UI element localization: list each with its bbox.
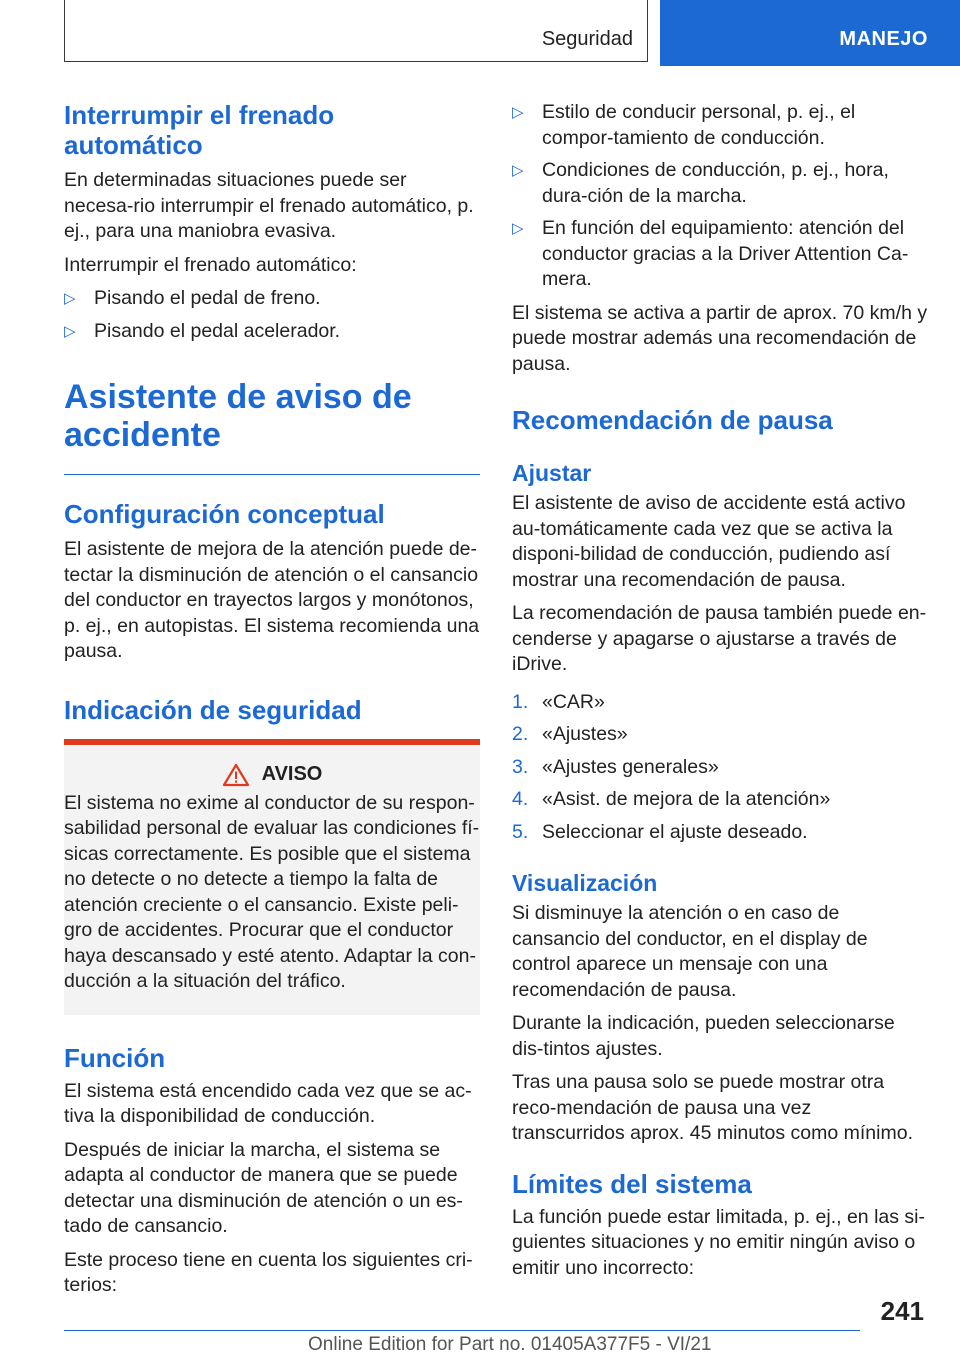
chapter-label: MANEJO <box>839 28 928 50</box>
heading-config: Configuración conceptual <box>64 499 385 529</box>
paragraph: Si disminuye la atención o en caso de cansancio del conductor, en el display de control aparece un mensaje con una recomendación de pausa. <box>512 902 868 1001</box>
paragraph: La función puede estar limitada, p. ej., en las si-guientes situaciones y no emitir ningún aviso o emitir uno incorrecto: <box>512 1205 925 1279</box>
footer-divider <box>64 1330 860 1331</box>
heading-recomendacion: Recomendación de pausa <box>512 405 833 435</box>
paragraph: El asistente de aviso de accidente está activo au-tomáticamente cada vez que se activa la disponi-bilidad de conducción, pudiendo así mostrar una recomendación de pausa. <box>512 492 906 591</box>
warning-triangle-icon <box>222 763 250 787</box>
bullet-list <box>64 286 480 344</box>
list-item: ▷ Condiciones de conducción, p. ej., hora, dura-ción de la marcha. <box>512 159 889 207</box>
right-column <box>512 100 928 1289</box>
heading-asistente: Asistente de aviso de accidente <box>64 378 412 454</box>
list-item: 3. «Ajustes generales» <box>512 755 719 778</box>
triangle-bullet-icon: ▷ <box>512 220 524 237</box>
heading-interrumpir: Interrumpir el frenado automático <box>64 100 335 160</box>
section-tab <box>64 0 648 62</box>
list-item: ▷ En función del equipamiento: atención del conductor gracias a la Driver Attention Ca-mera. <box>512 217 909 290</box>
page-number: 241 <box>880 1296 924 1326</box>
list-item: ▷ Pisando el pedal de freno. <box>64 286 480 312</box>
left-column <box>64 100 480 1307</box>
chapter-tab <box>660 0 960 66</box>
triangle-bullet-icon: ▷ <box>64 322 76 340</box>
paragraph: En determinadas situaciones puede ser necesa-rio interrumpir el frenado automático, p. ej., para una maniobra evasiva. <box>64 169 474 242</box>
triangle-bullet-icon: ▷ <box>64 290 76 307</box>
list-item: 4. «Asist. de mejora de la atención» <box>512 788 831 810</box>
warning-title: AVISO <box>261 763 323 785</box>
criteria-list <box>512 100 928 293</box>
heading-visualizacion: Visualización <box>512 870 658 896</box>
list-item: ▷ Estilo de conducir personal, p. ej., el compor-tamiento de conducción. <box>512 101 856 149</box>
heading-indicacion: Indicación de seguridad <box>64 694 362 725</box>
edition-footer: Online Edition for Part no. 01405A377F5 - VI/21 <box>308 1334 712 1355</box>
paragraph: La recomendación de pausa también puede en-cenderse y apagarse o ajustarse a través de iDrive. <box>512 602 927 675</box>
heading-funcion: Función <box>64 1042 166 1073</box>
warning-box <box>64 739 480 1015</box>
paragraph: El sistema se activa a partir de aprox. 70 km/h y puede mostrar además una recomendación de pausa. <box>512 301 928 375</box>
section-divider <box>64 474 480 475</box>
paragraph: Este proceso tiene en cuenta los siguientes cri-terios: <box>64 1248 473 1296</box>
warning-text: El sistema no exime al conductor de su respon-sabilidad personal de evaluar las condiciones fí-sicas correctamente. Es posible que el sistema no detecte o no detecte a tiempo la falta de atención creciente o el cansancio. Existe peli-gro de accidentes. Procurar que el conductor haya descansado y esté atento. Adaptar la con-ducción a la situación del tráfico. <box>64 791 480 992</box>
steps-list <box>512 690 928 846</box>
paragraph: El asistente de mejora de la atención puede de-tectar la disminución de atención o el cansancio del conductor en trayectos largos y monótonos, p. ej., en autopistas. El sistema recomienda una pausa. <box>64 538 480 662</box>
header-tabs <box>0 0 960 66</box>
section-label: Seguridad <box>541 28 633 50</box>
paragraph: Tras una pausa solo se puede mostrar otra reco-mendación de pausa una vez transcurridos aprox. 45 minutos como mínimo. <box>512 1071 913 1144</box>
warning-header <box>64 763 480 787</box>
list-item: 5. Seleccionar el ajuste deseado. <box>512 820 808 843</box>
paragraph: Durante la indicación, pueden seleccionarse dis-tintos ajustes. <box>512 1012 895 1060</box>
list-item: 2. «Ajustes» <box>512 723 628 745</box>
list-item: ▷ Pisando el pedal acelerador. <box>64 319 480 345</box>
paragraph: El sistema está encendido cada vez que se ac-tiva la disponibilidad de conducción. <box>64 1079 472 1127</box>
paragraph: Después de iniciar la marcha, el sistema se adapta al conductor de manera que se puede detectar una disminución de atención o un es-tado de cansancio. <box>64 1138 463 1237</box>
triangle-bullet-icon: ▷ <box>512 162 524 179</box>
heading-ajustar: Ajustar <box>512 460 592 486</box>
triangle-bullet-icon: ▷ <box>512 104 524 121</box>
paragraph: Interrumpir el frenado automático: <box>64 253 357 276</box>
list-item: 1. «CAR» <box>512 690 605 713</box>
heading-limites: Límites del sistema <box>512 1168 752 1199</box>
